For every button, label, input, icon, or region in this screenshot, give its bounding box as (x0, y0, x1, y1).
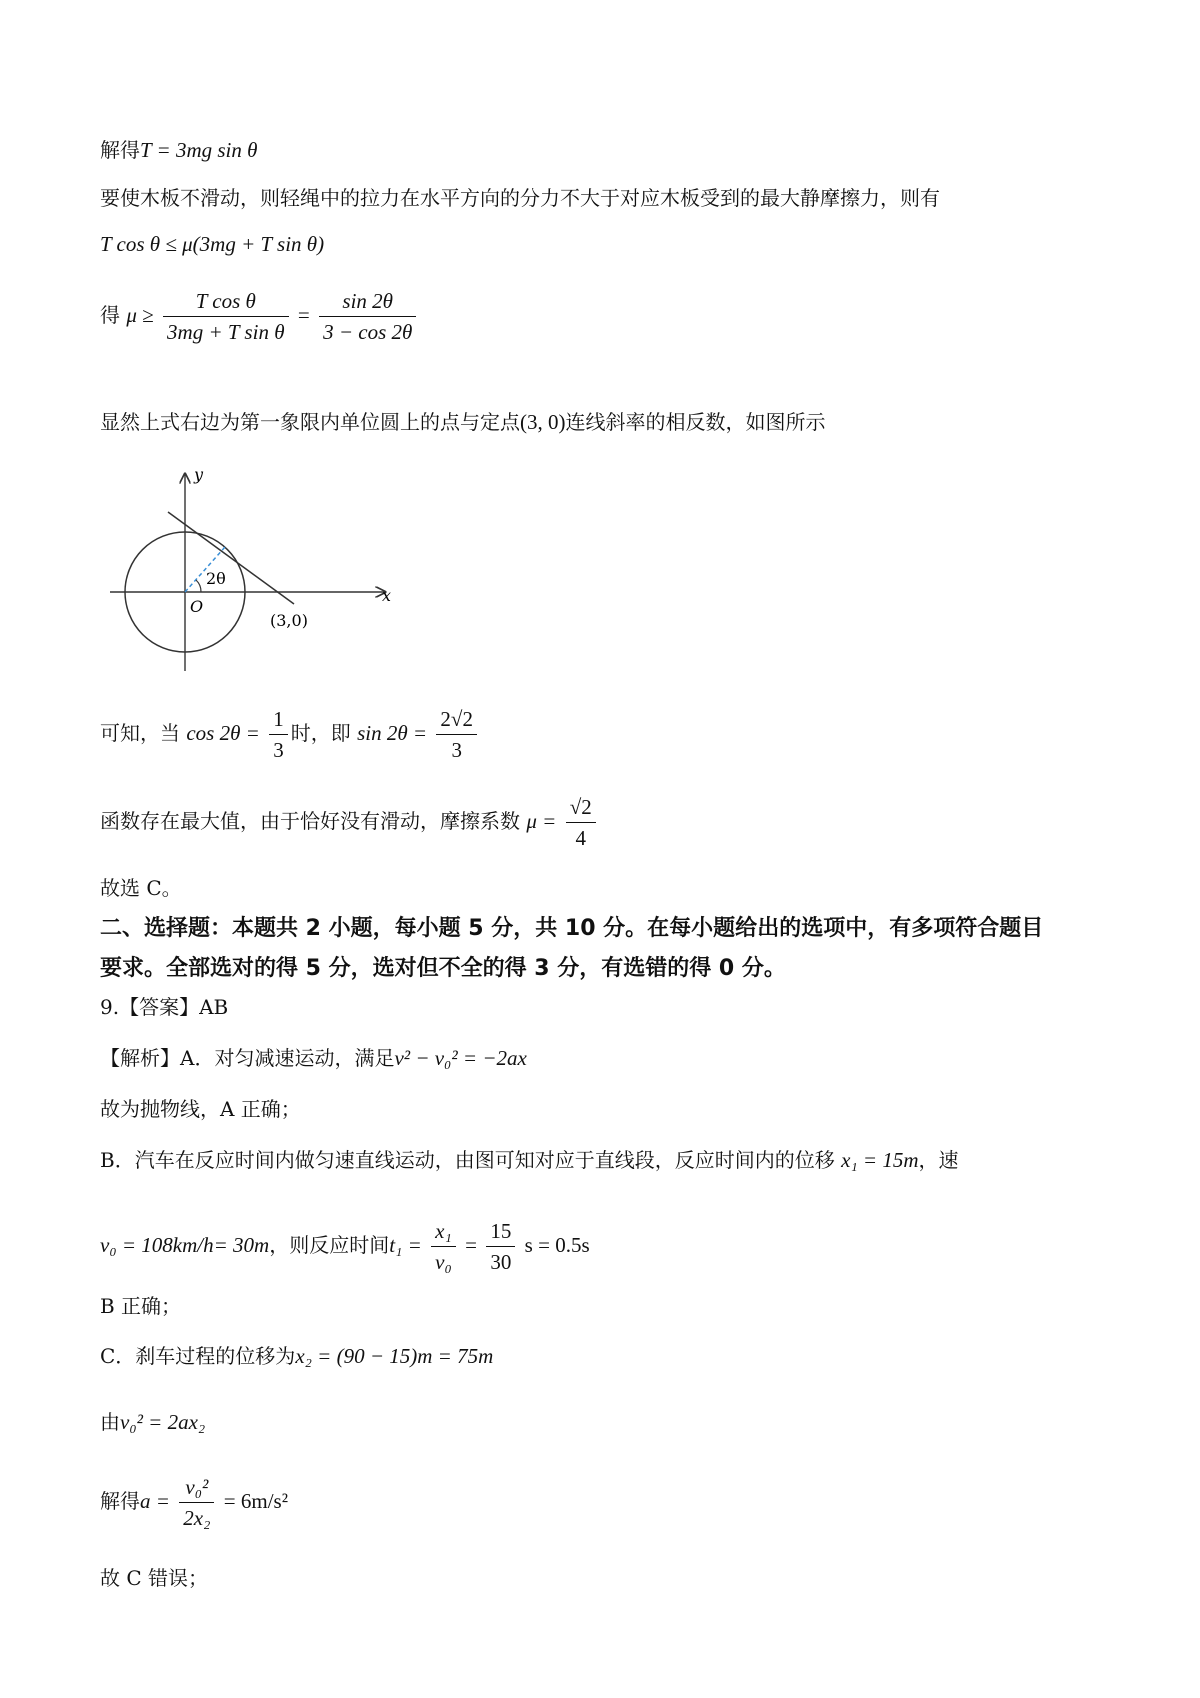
equation: x₂ = (90 − 15)m = 75m (295, 1344, 494, 1368)
text: 故选 C。 (100, 876, 182, 900)
fraction (319, 286, 416, 347)
equals: = (465, 1233, 477, 1257)
line-mu-bound (100, 286, 419, 347)
equation: T cos θ ≤ μ(3mg + T sin θ) (100, 232, 325, 256)
fraction (179, 1472, 214, 1533)
text: 连线斜率的相反数，如图所示 (565, 410, 826, 434)
line-inequality (100, 230, 324, 258)
fraction (436, 704, 477, 765)
text: 显然上式右边为第一象限内单位圆上的点与定点 (100, 410, 520, 434)
text: B．汽车在反应时间内做匀速直线运动，由图可知对应于直线段，反应时间内的位移 (100, 1148, 835, 1172)
numerator: x₁ (431, 1216, 456, 1247)
text: C．刹车过程的位移为 (100, 1344, 296, 1368)
line-solve-T (100, 136, 257, 164)
point-label: (3,0) (270, 611, 308, 630)
origin-label: O (190, 597, 204, 616)
line-cos-condition (100, 704, 480, 765)
fraction (163, 286, 288, 347)
equation: μ = (526, 809, 557, 833)
equation: v₀² = 2ax₂ (120, 1410, 206, 1434)
fraction (269, 704, 288, 765)
fraction (431, 1216, 456, 1277)
numerator: 15 (486, 1216, 515, 1247)
denominator: 30 (490, 1250, 512, 1274)
text: 函数存在最大值，由于恰好没有滑动，摩擦系数 (100, 809, 520, 833)
text: 9.【答案】AB (100, 995, 229, 1019)
line-a-correct (100, 1095, 301, 1123)
equation: a = (140, 1489, 170, 1513)
x-axis-label: x (382, 586, 392, 605)
point: (3, 0) (520, 410, 566, 434)
line-mu-value (100, 792, 599, 853)
equation: = 6m/s² (223, 1489, 288, 1513)
y-axis-label: y (194, 466, 204, 484)
equation: v² − v₀² = −2ax (394, 1046, 527, 1070)
numerator: v₀² (179, 1472, 214, 1503)
text: 故为抛物线，A 正确； (100, 1097, 301, 1121)
equation: sin 2θ = (357, 721, 428, 745)
equation: v₀ = 108km/h= 30m (100, 1233, 270, 1257)
numerator: √2 (566, 792, 596, 823)
equation: μ ≥ (126, 303, 154, 327)
angle-label: 2θ (206, 569, 226, 588)
text: 可知，当 (100, 721, 180, 745)
line-analysis-c (100, 1342, 493, 1370)
text: B 正确； (100, 1294, 182, 1318)
section-heading-line-2 (100, 950, 786, 988)
text: 解得 (100, 1489, 140, 1513)
numerator: sin 2θ (319, 286, 416, 317)
fraction (566, 792, 596, 853)
text: 【解析】A．对匀减速运动，满足 (100, 1046, 395, 1070)
denominator: 3mg + T sin θ (167, 320, 285, 344)
numerator: T cos θ (163, 286, 288, 317)
fraction (486, 1216, 515, 1277)
equation: x₁ = 15m (841, 1148, 919, 1172)
line-b-correct (100, 1292, 181, 1320)
line-condition (100, 184, 940, 212)
line-choose-c (100, 874, 182, 902)
line-analysis-a (100, 1044, 527, 1072)
numerator: 2√2 (436, 704, 477, 735)
text: 时，即 (290, 721, 351, 745)
equation: T = 3mg sin θ (140, 138, 258, 162)
line-solve-a (100, 1472, 288, 1533)
line-answer-9 (100, 993, 228, 1021)
text: 二、选择题：本题共 2 小题，每小题 5 分，共 10 分。在每小题给出的选项中，有多项符合题目 (100, 916, 1044, 941)
denominator: v₀ (435, 1250, 452, 1274)
section-heading-line-1 (100, 910, 1043, 948)
text: 由 (100, 1410, 120, 1434)
text: 得 (100, 303, 120, 327)
text: ，则反应时间 (269, 1233, 390, 1257)
denominator: 3 (451, 738, 462, 762)
denominator: 4 (575, 826, 586, 850)
text: ，速 (918, 1148, 959, 1172)
numerator: 1 (269, 704, 288, 735)
text: 解得 (100, 138, 140, 162)
equals: = (297, 303, 310, 327)
text: 故 C 错误； (100, 1566, 209, 1590)
equation: t₁ = (389, 1233, 422, 1257)
unit-circle-figure (100, 466, 400, 676)
text: 要使木板不滑动，则轻绳中的拉力在水平方向的分力不大于对应木板受到的最大静摩擦力，则有 (100, 186, 940, 210)
equation: cos 2θ = (186, 721, 260, 745)
line-analysis-b (100, 1146, 959, 1174)
line-slope-explanation (100, 408, 826, 436)
angle-arc (196, 580, 201, 592)
equation: s = 0.5s (524, 1233, 590, 1257)
denominator: 2x₂ (183, 1506, 211, 1530)
denominator: 3 (273, 738, 284, 762)
line-c-wrong (100, 1564, 208, 1592)
line-from-v0 (100, 1408, 205, 1436)
denominator: 3 − cos 2θ (323, 320, 413, 344)
text: 要求。全部选对的得 5 分，选对但不全的得 3 分，有选错的得 0 分。 (100, 956, 786, 981)
line-reaction-time (100, 1216, 590, 1277)
